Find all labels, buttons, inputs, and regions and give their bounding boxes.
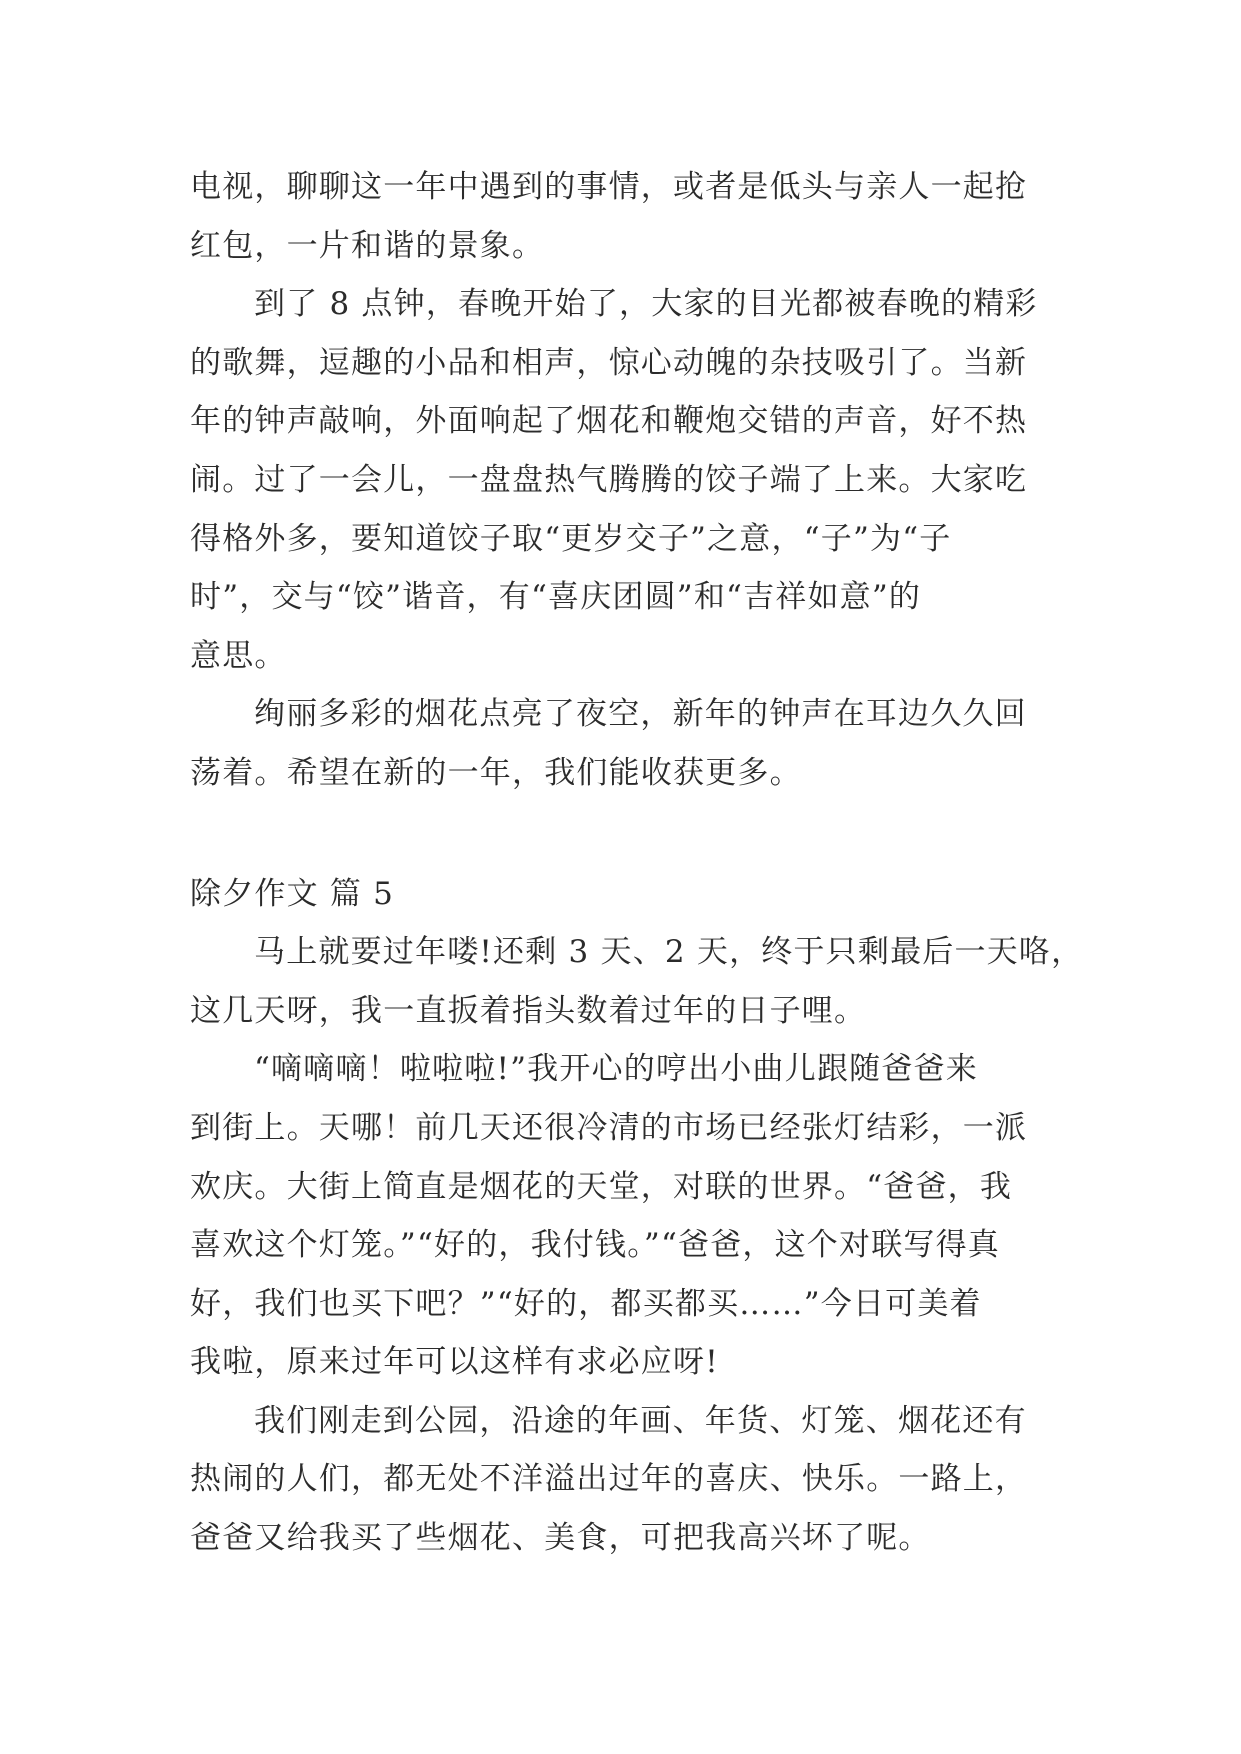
- text-line: 到街上。天哪！前几天还很冷清的市场已经张灯结彩，一派: [190, 1109, 1028, 1146]
- text-line: 我啦，原来过年可以这样有求必应呀!: [190, 1344, 719, 1381]
- text-line: 我们刚走到公园，沿途的年画、年货、灯笼、烟花还有: [254, 1402, 1027, 1439]
- text-line: 电视，聊聊这一年中遇到的事情，或者是低头与亲人一起抢: [190, 169, 1028, 205]
- text-line: 喜欢这个灯笼。”“好的，我付钱。”“爸爸，这个对联写得真: [190, 1227, 1000, 1264]
- text-line: 绚丽多彩的烟花点亮了夜空，新年的钟声在耳边久久回: [254, 696, 1027, 733]
- text-line: 闹。过了一会儿，一盘盘热气腾腾的饺子端了上来。大家吃: [190, 461, 1028, 498]
- text-line: 这几天呀，我一直扳着指头数着过年的日子哩。: [190, 992, 867, 1029]
- text-line: 意思。: [190, 637, 287, 674]
- section-heading: 除夕作文 篇 5: [190, 875, 395, 912]
- text-line: 好，我们也买下吧？”“好的，都买都买……”今日可美着: [190, 1285, 982, 1322]
- text-line: 热闹的人们，都无处不洋溢出过年的喜庆、快乐。一路上，: [190, 1461, 1028, 1498]
- text-line: 到了 8 点钟，春晚开始了，大家的目光都被春晚的精彩: [254, 286, 1038, 323]
- section-gap: [190, 803, 1062, 865]
- text-line: “嘀嘀嘀！啦啦啦!”我开心的哼出小曲儿跟随爸爸来: [254, 1051, 978, 1088]
- text-line: 得格外多，要知道饺子取“更岁交子”之意，“子”为“子: [190, 520, 952, 557]
- text-line: 年的钟声敲响，外面响起了烟花和鞭炮交错的声音，好不热: [190, 403, 1028, 440]
- text-line: 荡着。希望在新的一年，我们能收获更多。: [190, 754, 802, 791]
- text-line: 时”，交与“饺”谐音，有“喜庆团圆”和“吉祥如意”的: [190, 579, 922, 616]
- paragraph: [190, 685, 1062, 802]
- text-line: 红包，一片和谐的景象。: [190, 227, 545, 264]
- paragraph: [190, 158, 1062, 275]
- paragraph: [190, 1392, 1062, 1568]
- text-line: 马上就要过年喽!还剩 3 天、2 天，终于只剩最后一天咯，: [254, 934, 1084, 971]
- paragraph: [190, 275, 1062, 685]
- text-line: 爸爸又给我买了些烟花、美食，可把我高兴坏了呢。: [190, 1520, 931, 1557]
- paragraph: [190, 1040, 1062, 1392]
- text-line: 欢庆。大街上简直是烟花的天堂，对联的世界。“爸爸，我: [190, 1168, 1013, 1205]
- paragraph: [190, 923, 1084, 1040]
- document-body: [190, 158, 1084, 1568]
- text-line: 的歌舞，逗趣的小品和相声，惊心动魄的杂技吸引了。当新: [190, 344, 1028, 381]
